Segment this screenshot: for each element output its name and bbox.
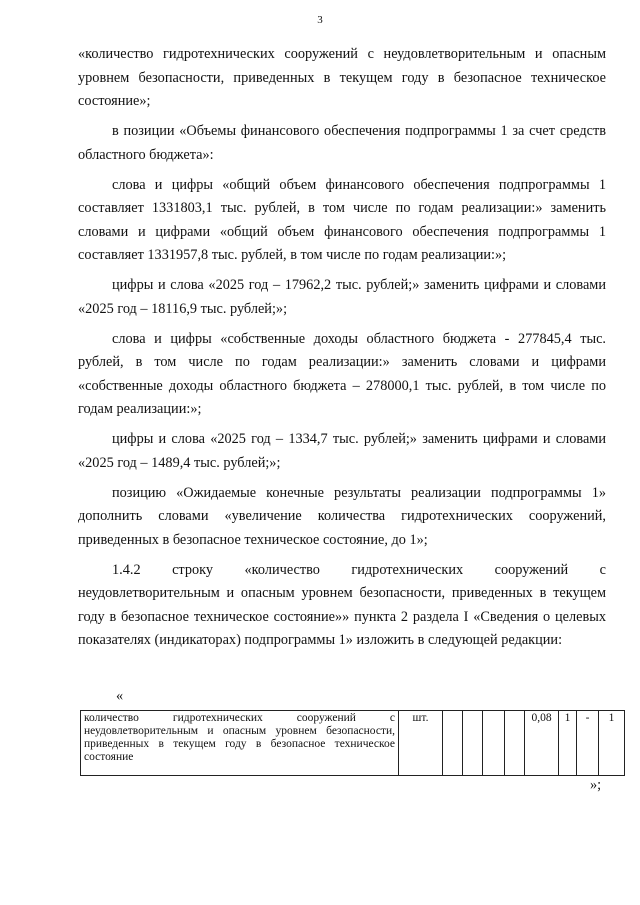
table-open-quote: « bbox=[116, 688, 124, 704]
value-cell-1 bbox=[443, 711, 463, 776]
table-close-quote: »; bbox=[590, 777, 602, 793]
value-cell-5: 0,08 bbox=[525, 711, 559, 776]
table-row bbox=[81, 711, 625, 776]
paragraph-section-1-4-2: 1.4.2 строку «количество гидротехнических сооружений с неудовлетворительным и опасным уровнем безопасности, приведенных в текущем году в безопасное техническое состояние»» пункта 2 раздела I «Сведения о целевых показателях (индикаторах) подпрограммы 1» изложить в следующей редакции: bbox=[78, 561, 606, 648]
value-cell-7: - bbox=[577, 711, 599, 776]
paragraph-financing-position: в позиции «Объемы финансового обеспечения подпрограммы 1 за счет средств областного бюджета»: bbox=[78, 123, 606, 163]
unit-cell: шт. bbox=[399, 711, 443, 776]
paragraph-2025-total: цифры и слова «2025 год – 17962,2 тыс. рублей;» заменить цифрами и словами «2025 год – 18116,9 тыс. рублей;»; bbox=[78, 277, 606, 317]
value-cell-3 bbox=[483, 711, 505, 776]
paragraph-own-revenue: слова и цифры «собственные доходы областного бюджета - 277845,4 тыс. рублей, в том числе по годам реализации:» заменить словами и цифрами «собственные доходы областного бюджета – 278000,1 тыс. рублей, в том числе по годам реализации:»; bbox=[78, 330, 606, 417]
indicator-table bbox=[80, 710, 625, 776]
value-cell-8: 1 bbox=[599, 711, 625, 776]
paragraph-indicator-quote: «количество гидротехнических сооружений с неудовлетворительным и опасным уровнем безопасности, приведенных в текущем году в безопасное техническое состояние»; bbox=[78, 46, 606, 109]
paragraph-2025-own-revenue: цифры и слова «2025 год – 1334,7 тыс. рублей;» заменить цифрами и словами «2025 год – 1489,4 тыс. рублей;»; bbox=[78, 431, 606, 471]
value-cell-6: 1 bbox=[559, 711, 577, 776]
paragraph-expected-results: позицию «Ожидаемые конечные результаты реализации подпрограммы 1» дополнить словами «увеличение количества гидротехнических сооружений, приведенных в безопасное техническое состояние, до 1»; bbox=[78, 484, 606, 548]
value-cell-2 bbox=[463, 711, 483, 776]
page-number: 3 bbox=[317, 14, 323, 26]
document-body bbox=[78, 43, 606, 659]
indicator-name-cell: количество гидротехнических сооружений с неудовлетворительным и опасным уровнем безопасности, приведенных в текущем году в безопасное техническое состояние bbox=[81, 711, 399, 776]
value-cell-4 bbox=[505, 711, 525, 776]
paragraph-total-financing: слова и цифры «общий объем финансового обеспечения подпрограммы 1 составляет 1331803,1 тыс. рублей, в том числе по годам реализации:» заменить словами и цифрами «общий объем финансового обеспечения подпрограммы 1 составляет 1331957,8 тыс. рублей, в том числе по годам реализации:»; bbox=[78, 176, 606, 263]
